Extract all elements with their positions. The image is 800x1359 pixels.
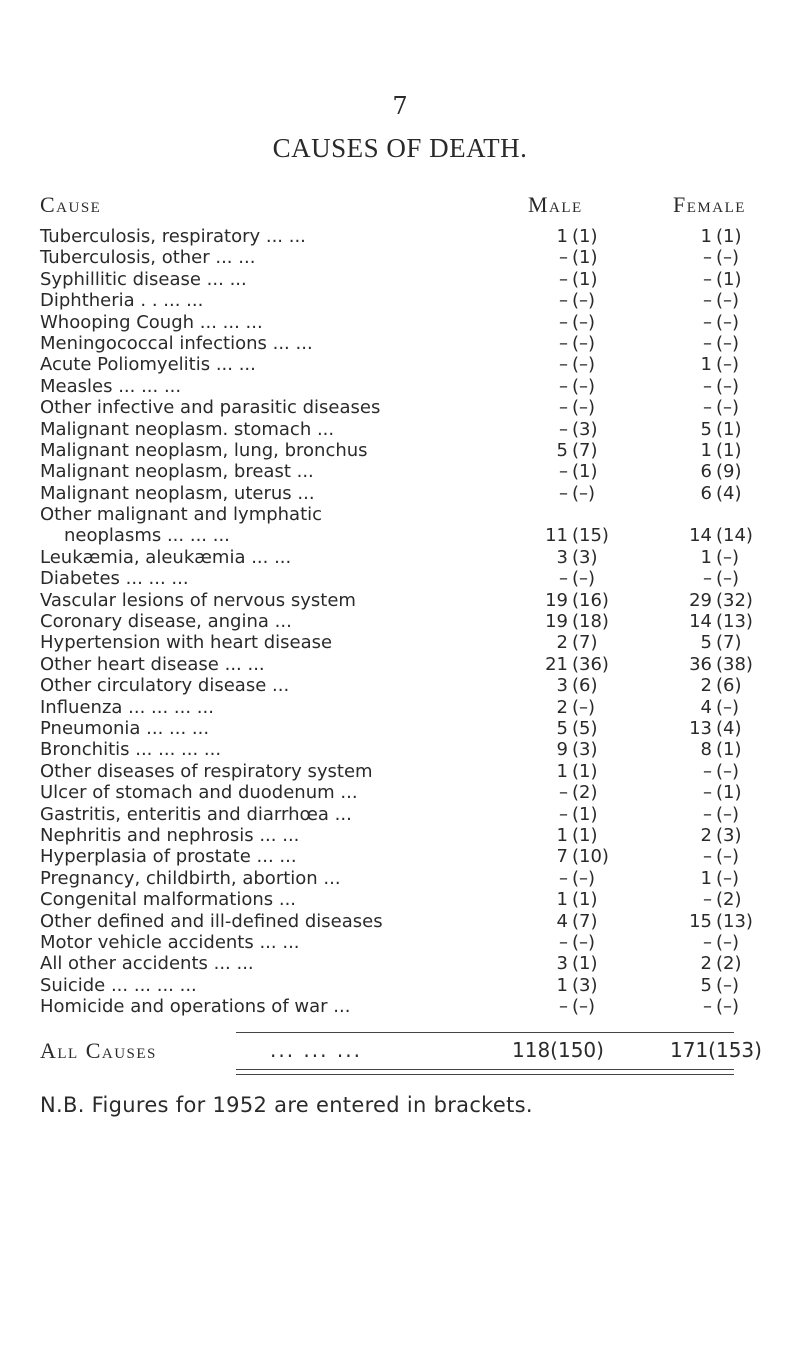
cause-text: Meningococcal infections ... ... <box>40 332 313 354</box>
cause-text: Whooping Cough ... ... ... <box>40 311 263 333</box>
male-count: 1 <box>556 824 568 846</box>
male-count-1952: (2) <box>572 782 598 804</box>
table-row <box>0 290 800 311</box>
male-count: 19 <box>545 611 568 633</box>
female-count: 15 <box>689 910 712 932</box>
male-count-1952: (–) <box>572 311 596 333</box>
cause-label <box>40 461 480 482</box>
page-number: 7 <box>392 92 408 120</box>
cause-text: Acute Poliomyelitis ... ... <box>40 354 256 376</box>
female-count: 1 <box>700 354 712 376</box>
cause-label <box>40 868 480 889</box>
female-count: – <box>703 931 712 953</box>
cause-label <box>40 739 480 760</box>
female-count-1952: (–) <box>716 846 740 868</box>
cause-label <box>40 911 480 932</box>
table-row <box>0 825 800 846</box>
cause-text: Malignant neoplasm. stomach ... <box>40 418 335 440</box>
male-count: – <box>559 803 568 825</box>
female-count-1952: (38) <box>716 653 753 675</box>
male-count: – <box>559 482 568 504</box>
cause-text: Pneumonia ... ... ... <box>40 718 210 739</box>
male-count: 3 <box>556 546 568 568</box>
table-row <box>0 440 800 461</box>
cause-label <box>40 419 480 440</box>
male-count: 2 <box>556 696 568 718</box>
female-count-1952: (1) <box>716 782 742 804</box>
female-count: 1 <box>700 226 712 247</box>
male-count-1952: (7) <box>572 632 598 654</box>
cause-label <box>40 547 480 568</box>
cause-text: Homicide and operations of war ... <box>40 996 351 1018</box>
table-row <box>0 718 800 739</box>
female-count-1952: (–) <box>716 803 740 825</box>
female-count: 13 <box>689 718 712 739</box>
male-count-1952: (10) <box>572 846 609 868</box>
table-row <box>0 376 800 397</box>
cause-text: Diphtheria . . ... ... <box>40 290 204 312</box>
cause-text: Congenital malformations ... <box>40 889 297 911</box>
table-row <box>0 247 800 268</box>
male-count-1952: (36) <box>572 653 609 675</box>
male-count: – <box>559 290 568 312</box>
male-count-1952: (–) <box>572 397 596 419</box>
female-count-1952: (14) <box>716 525 753 547</box>
table-row <box>0 269 800 290</box>
female-count-1952: (2) <box>716 953 742 975</box>
cause-text: Other heart disease ... ... <box>40 653 265 675</box>
male-count-1952: (1) <box>572 268 598 290</box>
cause-label <box>40 761 480 782</box>
table-row <box>0 504 800 547</box>
female-count-1952: (–) <box>716 568 740 590</box>
table-row <box>0 889 800 910</box>
cause-label <box>40 226 480 247</box>
cause-label <box>40 654 480 675</box>
male-count-1952: (5) <box>572 718 598 739</box>
total-male: 118(150) <box>512 1038 604 1062</box>
table-row <box>0 697 800 718</box>
male-count-1952: (3) <box>572 546 598 568</box>
female-count-1952: (1) <box>716 268 742 290</box>
female-count: – <box>703 247 712 269</box>
female-count: 1 <box>700 546 712 568</box>
cause-text: Hypertension with heart disease <box>40 632 333 654</box>
table-row <box>0 782 800 803</box>
male-count: – <box>559 397 568 419</box>
female-count: – <box>703 375 712 397</box>
male-count: 2 <box>556 632 568 654</box>
male-count-1952: (1) <box>572 824 598 846</box>
cause-label <box>40 975 480 996</box>
male-count: – <box>559 867 568 889</box>
table-row <box>0 632 800 653</box>
female-count: – <box>703 311 712 333</box>
cause-label <box>40 718 480 739</box>
male-count-1952: (7) <box>572 439 598 461</box>
table-row <box>0 226 800 247</box>
female-count-1952: (6) <box>716 675 742 697</box>
male-count-1952: (18) <box>572 611 609 633</box>
cause-label <box>40 932 480 953</box>
male-count-1952: (–) <box>572 290 596 312</box>
female-count: – <box>703 290 712 312</box>
male-count-1952: (3) <box>572 739 598 761</box>
cause-text: Measles ... ... ... <box>40 375 182 397</box>
male-count: 5 <box>556 718 568 739</box>
male-count: 5 <box>556 439 568 461</box>
cause-text: Other infective and parasitic diseases <box>40 397 381 419</box>
cause-text: Malignant neoplasm, lung, bronchus <box>40 439 368 461</box>
male-count-1952: (3) <box>572 974 598 996</box>
male-count: – <box>559 332 568 354</box>
cause-label <box>40 782 480 803</box>
female-count-1952: (1) <box>716 739 742 761</box>
total-leader-dots: ... ... ... <box>270 1038 362 1062</box>
cause-label <box>40 354 480 375</box>
female-count: 1 <box>700 867 712 889</box>
table-row <box>0 953 800 974</box>
divider-rule <box>236 1032 734 1033</box>
female-count-1952: (1) <box>716 439 742 461</box>
female-count-1952: (–) <box>716 354 740 376</box>
cause-label <box>40 953 480 974</box>
cause-text: Gastritis, enteritis and diarrhœa ... <box>40 803 352 825</box>
male-count: – <box>559 268 568 290</box>
column-header-male: Male <box>528 192 583 217</box>
male-count: 1 <box>556 760 568 782</box>
male-count-1952: (7) <box>572 910 598 932</box>
cause-text: Nephritis and nephrosis ... ... <box>40 824 300 846</box>
table-row <box>0 397 800 418</box>
male-count: 1 <box>556 974 568 996</box>
male-count-1952: (–) <box>572 931 596 953</box>
female-count: 5 <box>700 418 712 440</box>
cause-text: Influenza ... ... ... ... <box>40 696 214 718</box>
female-count-1952: (3) <box>716 824 742 846</box>
table-row <box>0 611 800 632</box>
male-count: 4 <box>556 910 568 932</box>
male-count: 11 <box>545 525 568 547</box>
male-count-1952: (–) <box>572 482 596 504</box>
table-row <box>0 547 800 568</box>
female-count-1952: (32) <box>716 589 753 611</box>
cause-text: Tuberculosis, other ... ... <box>40 247 256 269</box>
footnote: N.B. Figures for 1952 are entered in brackets. <box>40 1093 533 1117</box>
female-count-1952: (–) <box>716 375 740 397</box>
cause-label <box>40 996 480 1017</box>
cause-label <box>40 804 480 825</box>
male-count-1952: (15) <box>572 525 609 547</box>
male-count-1952: (–) <box>572 332 596 354</box>
female-count-1952: (–) <box>716 996 740 1018</box>
female-count: – <box>703 568 712 590</box>
female-count: 2 <box>700 824 712 846</box>
female-count-1952: (13) <box>716 910 753 932</box>
male-count: 7 <box>556 846 568 868</box>
cause-label <box>40 247 480 268</box>
male-count-1952: (1) <box>572 247 598 269</box>
table-row <box>0 354 800 375</box>
male-count-1952: (6) <box>572 675 598 697</box>
cause-label <box>40 333 480 354</box>
male-count-1952: (–) <box>572 867 596 889</box>
cause-text: Diabetes ... ... ... <box>40 568 189 590</box>
female-count: 1 <box>700 439 712 461</box>
cause-label <box>40 697 480 718</box>
female-count-1952: (2) <box>716 889 742 911</box>
cause-label <box>40 675 480 696</box>
female-count-1952: (–) <box>716 546 740 568</box>
divider-rule <box>236 1074 734 1075</box>
female-count: – <box>703 268 712 290</box>
male-count: – <box>559 418 568 440</box>
cause-label <box>40 290 480 311</box>
cause-text: Motor vehicle accidents ... ... <box>40 931 300 953</box>
female-count: 14 <box>689 525 712 547</box>
male-count: 3 <box>556 675 568 697</box>
female-count-1952: (–) <box>716 290 740 312</box>
cause-label <box>40 632 480 653</box>
table-row <box>0 975 800 996</box>
male-count: – <box>559 375 568 397</box>
divider-rule <box>236 1069 734 1070</box>
male-count: 3 <box>556 953 568 975</box>
female-count: – <box>703 397 712 419</box>
female-count-1952: (7) <box>716 632 742 654</box>
page-title: CAUSES OF DEATH. <box>272 133 528 163</box>
male-count-1952: (3) <box>572 418 598 440</box>
female-count-1952: (4) <box>716 718 742 739</box>
total-female: 171(153) <box>670 1038 762 1062</box>
cause-text: Suicide ... ... ... ... <box>40 974 197 996</box>
male-count: – <box>559 931 568 953</box>
female-count: 29 <box>689 589 712 611</box>
female-count: 4 <box>700 696 712 718</box>
male-count: – <box>559 782 568 804</box>
male-count-1952: (–) <box>572 696 596 718</box>
table-row <box>0 996 800 1017</box>
male-count: 1 <box>556 226 568 247</box>
male-count: – <box>559 461 568 483</box>
male-count-1952: (1) <box>572 803 598 825</box>
cause-label <box>40 590 480 611</box>
cause-label <box>40 846 480 867</box>
female-count-1952: (1) <box>716 418 742 440</box>
cause-text: Syphillitic disease ... ... <box>40 268 247 290</box>
female-count-1952: (–) <box>716 247 740 269</box>
female-count: – <box>703 332 712 354</box>
table-row <box>0 739 800 760</box>
cause-label <box>40 312 480 333</box>
table-row <box>0 846 800 867</box>
cause-label <box>40 269 480 290</box>
male-count-1952: (–) <box>572 375 596 397</box>
cause-text: Vascular lesions of nervous system <box>40 589 356 611</box>
male-count: 19 <box>545 589 568 611</box>
female-count: 36 <box>689 653 712 675</box>
table-row <box>0 654 800 675</box>
column-header-female: Female <box>673 192 746 217</box>
table-row <box>0 804 800 825</box>
table-row <box>0 590 800 611</box>
cause-label <box>40 568 480 589</box>
female-count: 6 <box>700 482 712 504</box>
cause-label <box>40 889 480 910</box>
cause-label <box>40 376 480 397</box>
female-count: – <box>703 782 712 804</box>
column-header-cause: Cause <box>40 192 102 217</box>
male-count: 1 <box>556 889 568 911</box>
table-row <box>0 675 800 696</box>
cause-text: Ulcer of stomach and duodenum ... <box>40 782 358 804</box>
female-count-1952: (1) <box>716 226 742 247</box>
table-row <box>0 911 800 932</box>
female-count-1952: (–) <box>716 311 740 333</box>
cause-text: Other diseases of respiratory system <box>40 760 373 782</box>
male-count: 21 <box>545 653 568 675</box>
cause-text: Leukæmia, aleukæmia ... ... <box>40 546 292 568</box>
cause-text: Malignant neoplasm, breast ... <box>40 461 314 483</box>
cause-label <box>40 611 480 632</box>
male-count-1952: (–) <box>572 996 596 1018</box>
male-count-1952: (1) <box>572 461 598 483</box>
male-count: – <box>559 996 568 1018</box>
cause-text: Bronchitis ... ... ... ... <box>40 739 222 761</box>
cause-text: Coronary disease, angina ... <box>40 611 292 633</box>
female-count: 14 <box>689 611 712 633</box>
male-count: – <box>559 311 568 333</box>
causes-table <box>0 226 800 1017</box>
female-count-1952: (–) <box>716 931 740 953</box>
female-count-1952: (–) <box>716 760 740 782</box>
male-count-1952: (–) <box>572 568 596 590</box>
table-row <box>0 932 800 953</box>
female-count: – <box>703 803 712 825</box>
female-count-1952: (–) <box>716 974 740 996</box>
cause-text: All other accidents ... ... <box>40 953 254 975</box>
cause-label <box>40 825 480 846</box>
male-count-1952: (1) <box>572 760 598 782</box>
female-count: – <box>703 996 712 1018</box>
male-count: – <box>559 247 568 269</box>
female-count: 2 <box>700 675 712 697</box>
female-count: 6 <box>700 461 712 483</box>
male-count: – <box>559 354 568 376</box>
table-row <box>0 419 800 440</box>
cause-label <box>40 504 480 547</box>
male-count-1952: (1) <box>572 226 598 247</box>
cause-text: Other malignant and lymphatic <box>40 504 323 526</box>
cause-text-continued: neoplasms ... ... ... <box>64 525 230 547</box>
female-count: 2 <box>700 953 712 975</box>
male-count-1952: (–) <box>572 354 596 376</box>
table-row <box>0 568 800 589</box>
male-count-1952: (1) <box>572 953 598 975</box>
cause-text: Pregnancy, childbirth, abortion ... <box>40 867 341 889</box>
table-row <box>0 483 800 504</box>
female-count-1952: (13) <box>716 611 753 633</box>
cause-text: Malignant neoplasm, uterus ... <box>40 482 315 504</box>
cause-text: Other circulatory disease ... <box>40 675 290 697</box>
female-count: – <box>703 889 712 911</box>
table-row <box>0 461 800 482</box>
female-count-1952: (–) <box>716 397 740 419</box>
male-count: 9 <box>556 739 568 761</box>
female-count-1952: (–) <box>716 332 740 354</box>
female-count-1952: (4) <box>716 482 742 504</box>
total-row <box>0 1038 800 1066</box>
table-row <box>0 868 800 889</box>
female-count-1952: (–) <box>716 867 740 889</box>
table-row <box>0 761 800 782</box>
cause-text: Tuberculosis, respiratory ... ... <box>40 226 306 247</box>
female-count-1952: (–) <box>716 696 740 718</box>
total-label: All Causes <box>40 1038 157 1063</box>
female-count: 8 <box>700 739 712 761</box>
female-count: 5 <box>700 974 712 996</box>
cause-label <box>40 483 480 504</box>
male-count: – <box>559 568 568 590</box>
table-row <box>0 333 800 354</box>
table-row <box>0 312 800 333</box>
female-count: 5 <box>700 632 712 654</box>
cause-text: Other defined and ill-defined diseases <box>40 910 383 932</box>
cause-label <box>40 440 480 461</box>
male-count-1952: (1) <box>572 889 598 911</box>
female-count-1952: (9) <box>716 461 742 483</box>
male-count-1952: (16) <box>572 589 609 611</box>
female-count: – <box>703 760 712 782</box>
cause-text: Hyperplasia of prostate ... ... <box>40 846 297 868</box>
cause-label <box>40 397 480 418</box>
female-count: – <box>703 846 712 868</box>
